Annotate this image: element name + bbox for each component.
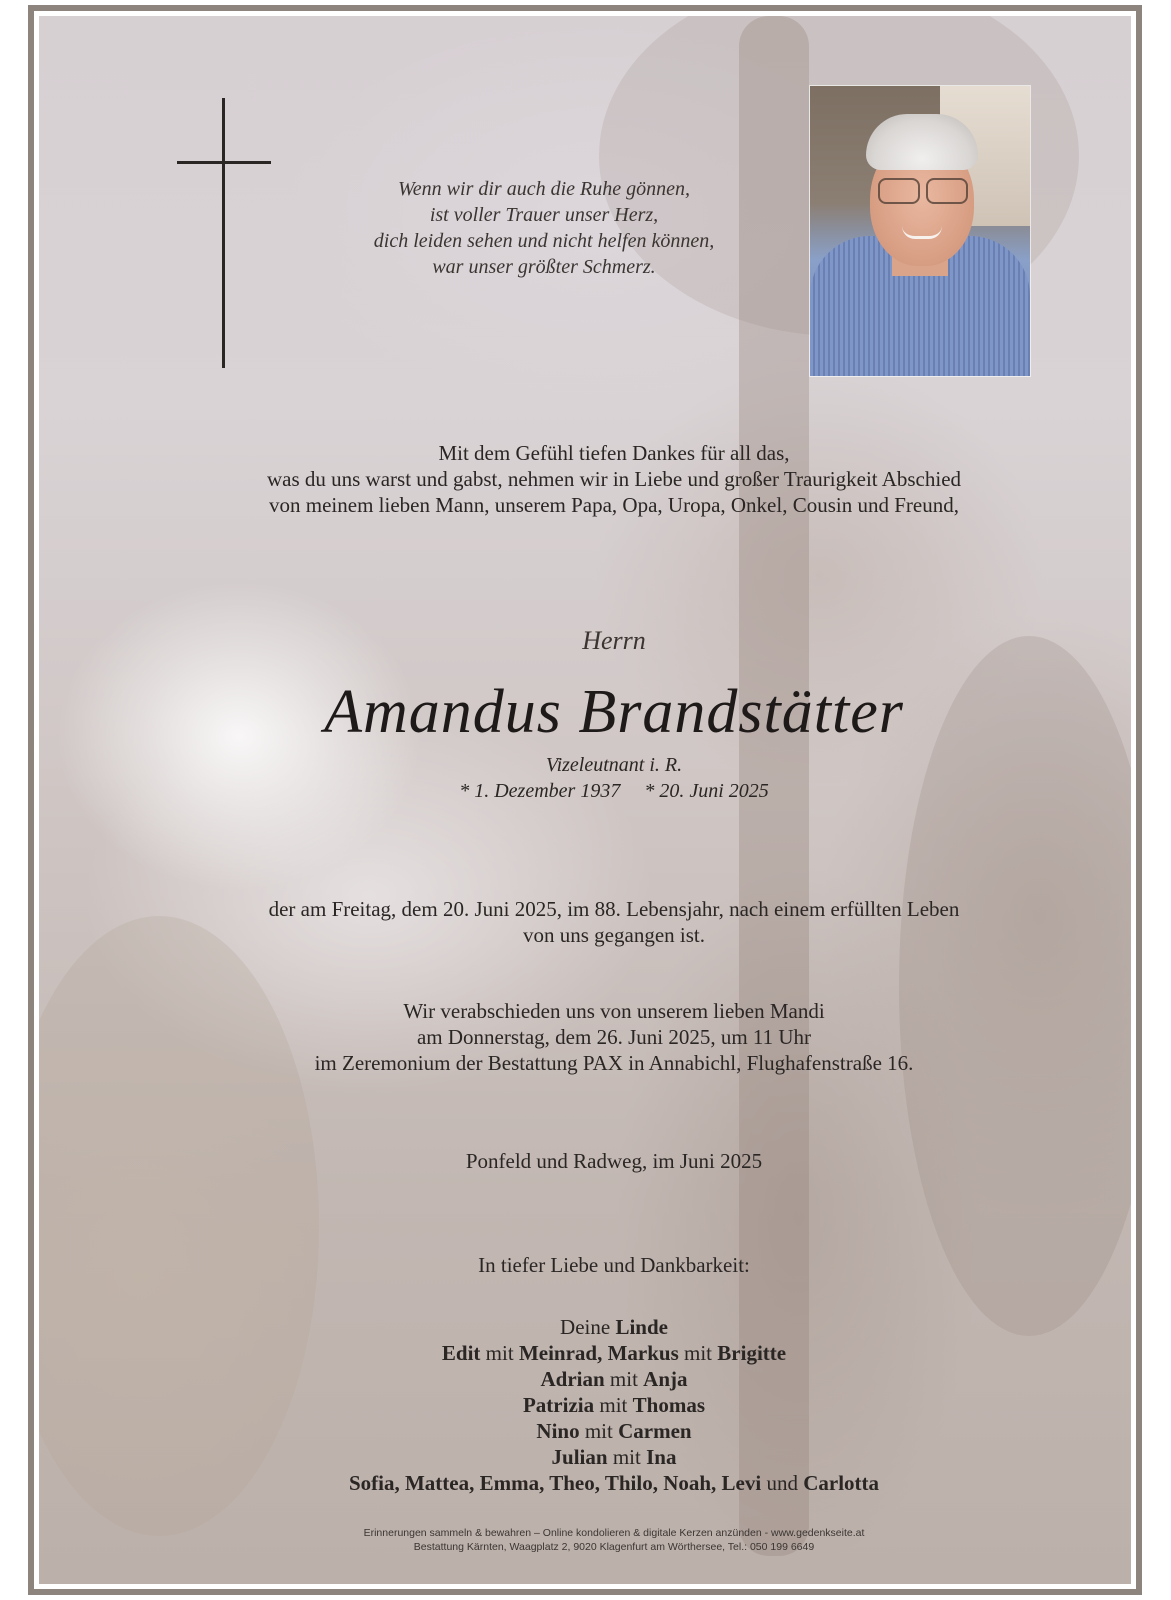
intro-line: was du uns warst und gabst, nehmen wir in Liebe und großer Traurigkeit Abschied [266, 467, 962, 491]
family-text: Deine [560, 1315, 616, 1339]
place-date-line: Ponfeld und Radweg, im Juni 2025 [465, 1149, 763, 1173]
family-row [99, 1340, 1129, 1366]
farewell-line: Wir verabschieden uns von unserem lieben Mandi [403, 999, 825, 1023]
family-name: Ina [646, 1445, 677, 1469]
farewell-text [99, 998, 1129, 1076]
cross-icon [222, 98, 225, 368]
family-row [99, 1470, 1129, 1496]
farewell-line: im Zeremonium der Bestattung PAX in Annabichl, Flughafenstraße 16. [314, 1051, 914, 1075]
family-text: und [761, 1471, 804, 1495]
intro-text [99, 440, 1129, 518]
footer-line: Bestattung Kärnten, Waagplatz 2, 9020 Klagenfurt am Wörthersee, Tel.: 050 199 6649 [413, 1541, 815, 1553]
family-name: Edit [441, 1341, 481, 1365]
life-dates [99, 778, 1129, 804]
death-date: * 20. Juni 2025 [644, 780, 769, 802]
card-mat [34, 11, 1136, 1589]
cross-icon-bar [177, 161, 271, 164]
family-text: mit [607, 1445, 647, 1469]
intro-line: von meinem lieben Mann, unserem Papa, Opa, Uropa, Onkel, Cousin und Freund, [269, 493, 959, 517]
family-row [99, 1392, 1129, 1418]
family-row [99, 1314, 1129, 1340]
poem-line: war unser größter Schmerz. [432, 256, 656, 278]
deceased-rank: Vizeleutnant i. R. [545, 754, 683, 776]
obituary-card [39, 16, 1131, 1584]
closing-line: In tiefer Liebe und Dankbarkeit: [478, 1253, 750, 1277]
photo-hair [866, 114, 978, 170]
intro-line: Mit dem Gefühl tiefen Dankes für all das, [438, 441, 790, 465]
family-name: Carlotta [803, 1471, 880, 1495]
photo-glasses [878, 178, 966, 202]
family-name: Carmen [618, 1419, 692, 1443]
birth-date: * 1. Dezember 1937 [459, 780, 621, 802]
family-name: Thomas [632, 1393, 705, 1417]
passing-line: der am Freitag, dem 20. Juni 2025, im 88. Lebensjahr, nach einem erfüllten Leben [268, 897, 960, 921]
poem-line: ist voller Trauer unser Herz, [429, 204, 659, 226]
family-row [99, 1418, 1129, 1444]
family-name: Linde [615, 1315, 668, 1339]
poem [299, 176, 789, 280]
family-name: Patrizia [522, 1393, 595, 1417]
poem-line: Wenn wir dir auch die Ruhe gönnen, [397, 178, 690, 200]
farewell-line: am Donnerstag, dem 26. Juni 2025, um 11 Uhr [416, 1025, 812, 1049]
family-text: mit [480, 1341, 519, 1365]
closing-text [99, 1252, 1129, 1278]
salutation: Herrn [582, 626, 646, 655]
footer [99, 1526, 1129, 1554]
family-name: Brigitte [717, 1341, 787, 1365]
passing-line: von uns gegangen ist. [523, 923, 705, 947]
family-text: mit [604, 1367, 644, 1391]
family-text: mit [594, 1393, 633, 1417]
passing-text [99, 896, 1129, 948]
family-name: Adrian [540, 1367, 605, 1391]
family-name: Nino [536, 1419, 580, 1443]
family-row [99, 1444, 1129, 1470]
place-date [99, 1148, 1129, 1174]
footer-line: Erinnerungen sammeln & bewahren – Online kondolieren & digitale Kerzen anzünden - www.gedenkseite.at [363, 1527, 865, 1539]
poem-line: dich leiden sehen und nicht helfen können, [373, 230, 715, 252]
family-name: Julian [551, 1445, 608, 1469]
family-text: mit [678, 1341, 718, 1365]
family-list [99, 1314, 1129, 1496]
portrait-photo [810, 86, 1030, 376]
card-frame [28, 5, 1142, 1595]
deceased-name: Amandus Brandstätter [324, 678, 904, 746]
family-text: mit [579, 1419, 619, 1443]
family-name: Anja [643, 1367, 688, 1391]
family-name: Meinrad, Markus [518, 1341, 679, 1365]
family-name: Sofia, Mattea, Emma, Theo, Thilo, Noah, Levi [348, 1471, 762, 1495]
family-row [99, 1366, 1129, 1392]
